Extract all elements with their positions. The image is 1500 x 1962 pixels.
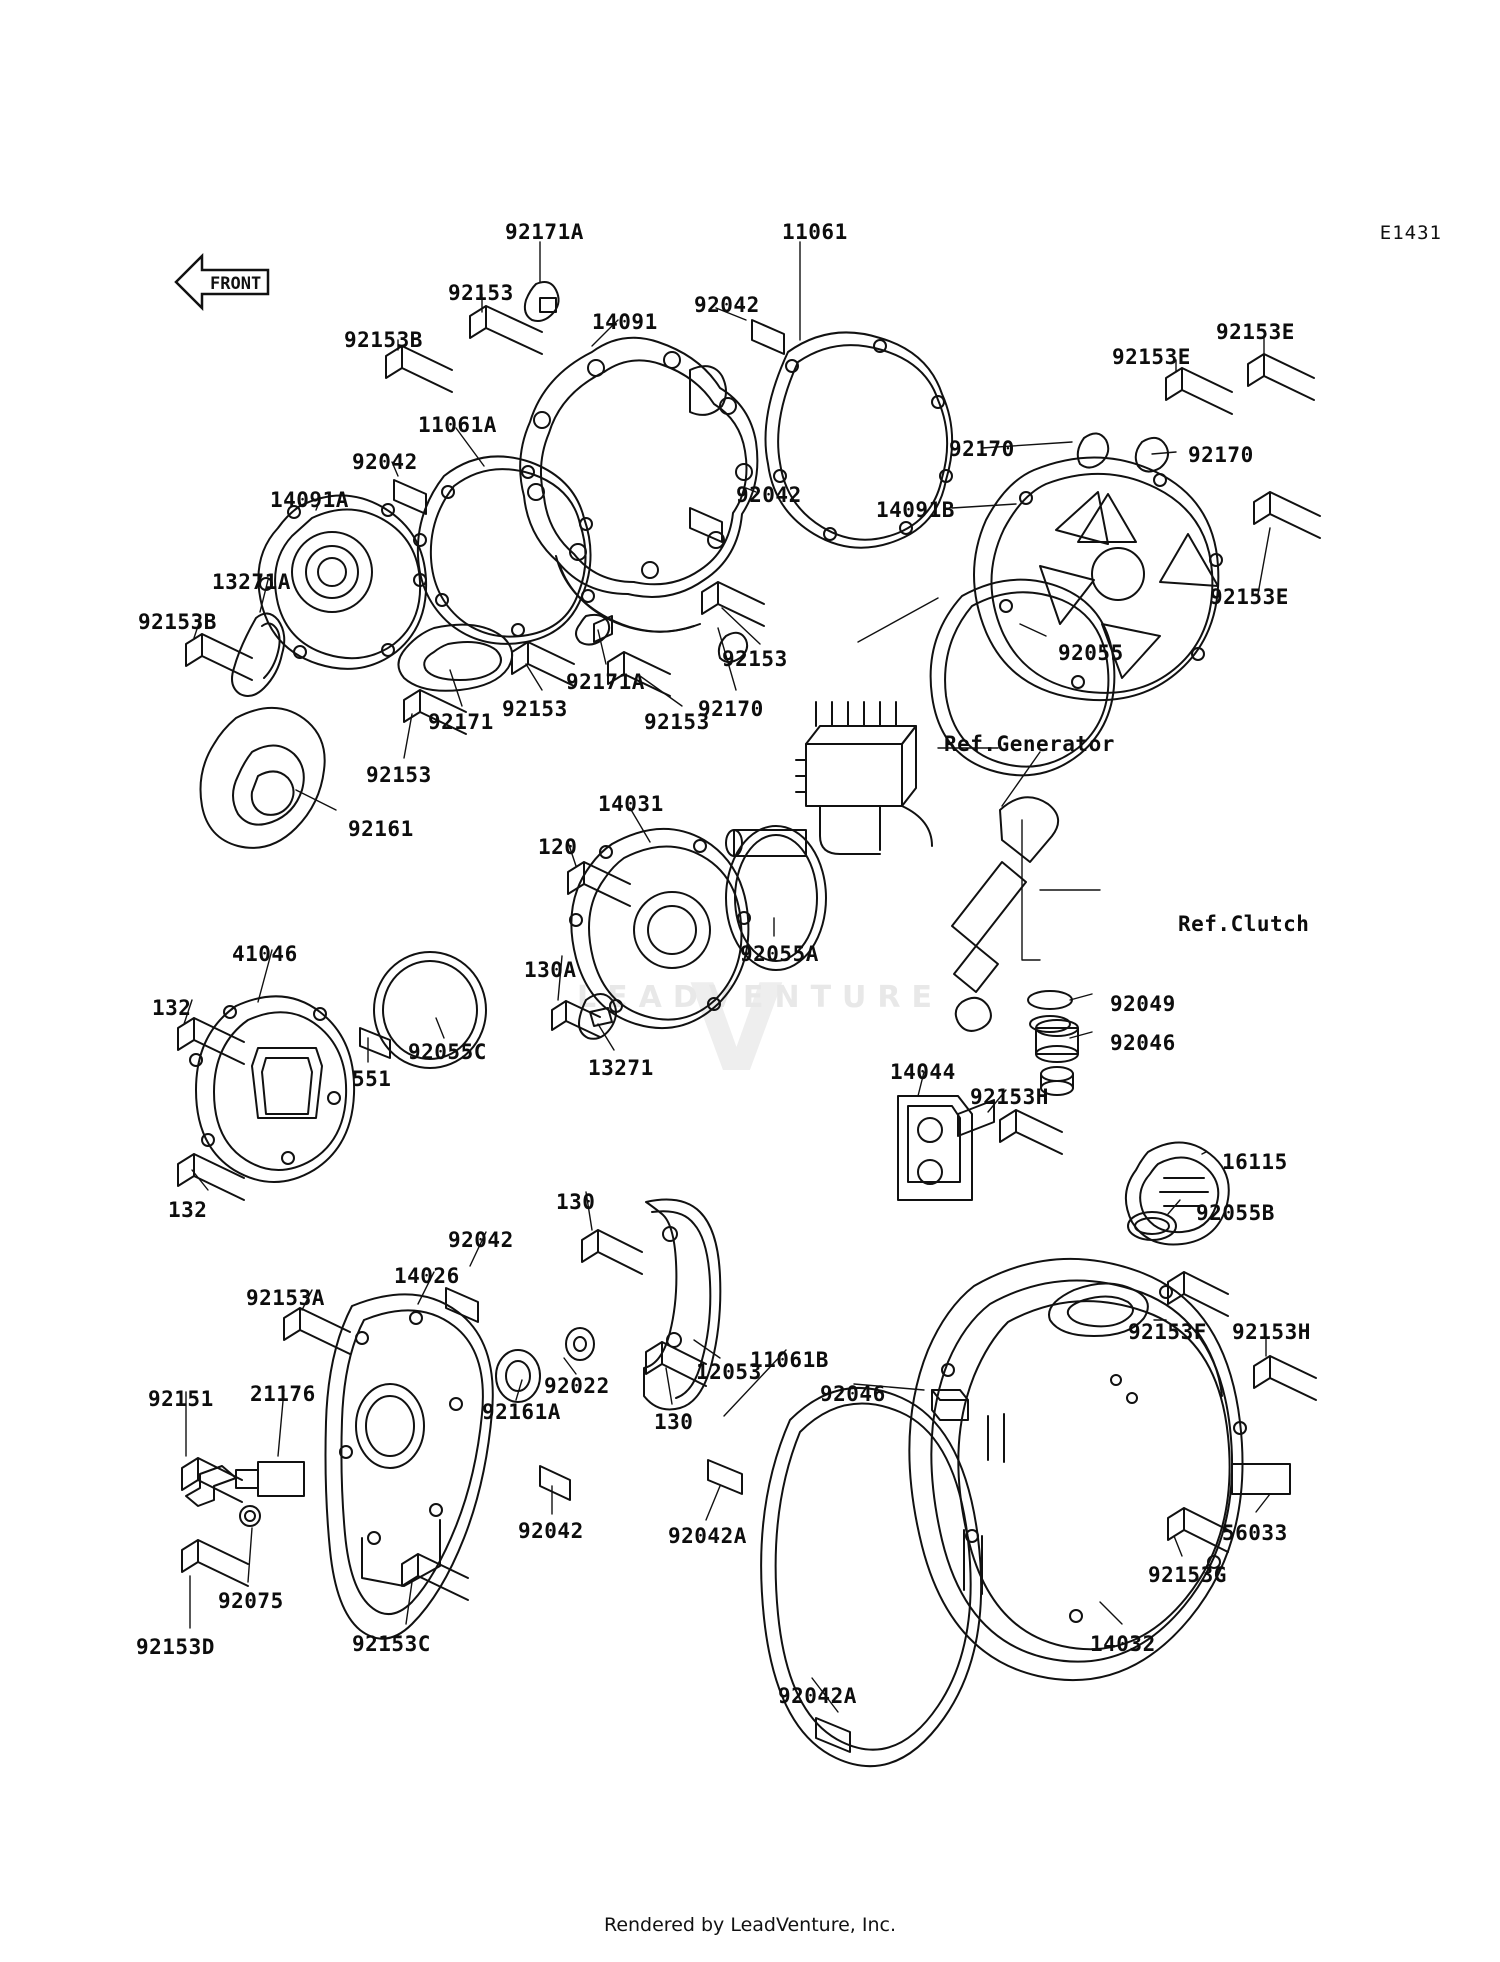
callout-92171: 92171: [428, 710, 494, 734]
callout-92042-lower: 92042: [448, 1228, 514, 1252]
ref-generator-label: Ref.Generator: [944, 732, 1115, 756]
callout-92153-mid-a: 92153: [722, 647, 788, 671]
callout-92170-left: 92170: [949, 437, 1015, 461]
callout-14032: 14032: [1090, 1632, 1156, 1656]
callout-92161: 92161: [348, 817, 414, 841]
callout-92151: 92151: [148, 1387, 214, 1411]
callout-92170-right: 92170: [1188, 443, 1254, 467]
callout-14091b: 14091B: [876, 498, 955, 522]
callout-92046-lower: 92046: [820, 1382, 886, 1406]
callout-130a: 130A: [524, 958, 577, 982]
watermark-v: V: [690, 960, 783, 1099]
callout-14091a: 14091A: [270, 488, 349, 512]
footer-credit: Rendered by LeadVenture, Inc.: [603, 1914, 897, 1936]
callout-132-upper: 132: [152, 996, 192, 1020]
callout-92153h-upper: 92153H: [970, 1085, 1049, 1109]
callout-92042-top: 92042: [694, 293, 760, 317]
callout-92153-mid-b: 92153: [502, 697, 568, 721]
callout-130-lower: 130: [654, 1410, 694, 1434]
callout-92153g: 92153G: [1148, 1563, 1227, 1587]
callout-16115: 16115: [1222, 1150, 1288, 1174]
callout-120: 120: [538, 835, 578, 859]
callout-14026: 14026: [394, 1264, 460, 1288]
callout-41046: 41046: [232, 942, 298, 966]
callout-92042-mid: 92042: [736, 483, 802, 507]
callout-56033: 56033: [1222, 1521, 1288, 1545]
diagram-code: E1431: [1379, 222, 1442, 244]
callout-92153d: 92153D: [136, 1635, 215, 1659]
callout-92171a-mid: 92171A: [566, 670, 645, 694]
callout-13271a: 13271A: [212, 570, 291, 594]
callout-92046-upper: 92046: [1110, 1031, 1176, 1055]
callout-92153e-right-a: 92153E: [1216, 320, 1295, 344]
watermark-text: LEADVENTURE: [577, 980, 943, 1015]
callout-11061: 11061: [782, 220, 848, 244]
callout-92022: 92022: [544, 1374, 610, 1398]
callout-11061b: 11061B: [750, 1348, 829, 1372]
ref-clutch-label: Ref.Clutch: [1178, 912, 1310, 936]
callout-92153e-right-b: 92153E: [1112, 345, 1191, 369]
callout-11061a: 11061A: [418, 413, 497, 437]
callout-13271: 13271: [588, 1056, 654, 1080]
callout-92153a: 92153A: [246, 1286, 325, 1310]
callout-92153e-right-c: 92153E: [1210, 585, 1289, 609]
callout-92055a: 92055A: [740, 942, 819, 966]
callout-92049: 92049: [1110, 992, 1176, 1016]
callout-92153-lower-left: 92153: [366, 763, 432, 787]
callout-551: 551: [352, 1067, 392, 1091]
callout-92153h-lower: 92153H: [1232, 1320, 1311, 1344]
callout-14091: 14091: [592, 310, 658, 334]
callout-92055c: 92055C: [408, 1040, 487, 1064]
callout-92170-mid: 92170: [698, 697, 764, 721]
callout-92075: 92075: [218, 1589, 284, 1613]
callout-92055b: 92055B: [1196, 1201, 1275, 1225]
callout-92153b-left: 92153B: [138, 610, 217, 634]
callout-92153-top: 92153: [448, 281, 514, 305]
callout-92153b-top: 92153B: [344, 328, 423, 352]
svg-text:FRONT: FRONT: [210, 274, 262, 294]
callout-92042-bottom: 92042: [518, 1519, 584, 1543]
callout-130-upper: 130: [556, 1190, 596, 1214]
callout-14044: 14044: [890, 1060, 956, 1084]
callout-92153-mid-c: 92153: [644, 710, 710, 734]
callout-92042-left: 92042: [352, 450, 418, 474]
callout-92042a-lower: 92042A: [778, 1684, 857, 1708]
callout-92171a-top: 92171A: [505, 220, 584, 244]
callout-92153f: 92153F: [1128, 1320, 1207, 1344]
callout-21176: 21176: [250, 1382, 316, 1406]
callout-92042a-upper: 92042A: [668, 1524, 747, 1548]
callout-92055: 92055: [1058, 641, 1124, 665]
callout-92153c: 92153C: [352, 1632, 431, 1656]
callout-92161a: 92161A: [482, 1400, 561, 1424]
callout-14031: 14031: [598, 792, 664, 816]
callout-12053: 12053: [696, 1360, 762, 1384]
callout-132-lower: 132: [168, 1198, 208, 1222]
